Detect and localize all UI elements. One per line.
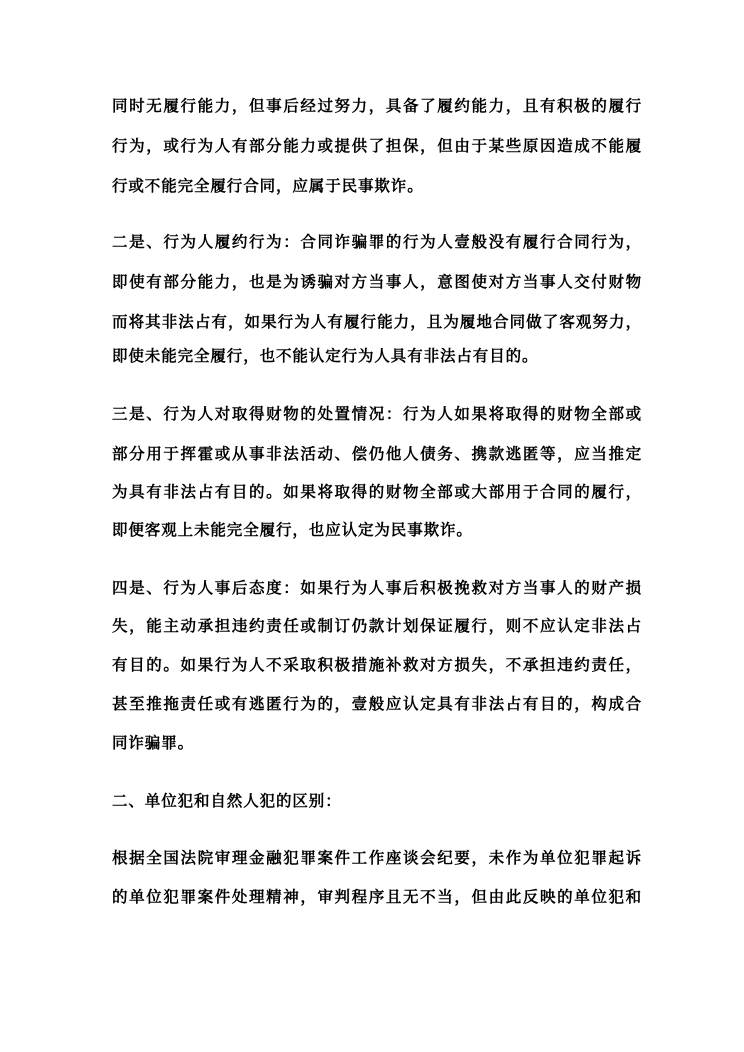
section-heading: 二、单位犯和自然人犯的区别： — [112, 792, 342, 810]
paragraph-3-line-4: 即便客观上未能完全履行，也应认定为民事欺诈。 — [112, 521, 473, 539]
paragraph-2-line-4: 即使未能完全履行，也不能认定行为人具有非法占有目的。 — [112, 347, 539, 365]
paragraph-5-line-1: 根据全国法院审理金融犯罪案件工作座谈会纪要，未作为单位犯罪起诉 — [112, 849, 642, 867]
paragraph-1-line-1: 同时无履行能力，但事后经过努力，具备了履约能力，且有积极的履行 — [112, 97, 642, 115]
paragraph-2-line-3: 而将其非法占有，如果行为人有履行能力，且为履地合同做了客观努力， — [112, 313, 642, 331]
paragraph-4-line-1: 四是、行为人事后态度：如果行为人事后积极挽救对方当事人的财产损 — [112, 579, 642, 597]
paragraph-2-line-1: 二是、行为人履约行为：合同诈骗罪的行为人壹般没有履行合同行为， — [112, 233, 642, 251]
paragraph-2-line-2: 即使有部分能力，也是为诱骗对方当事人，意图使对方当事人交付财物 — [112, 273, 642, 291]
paragraph-4-line-4: 甚至推拖责任或有逃匿行为的，壹般应认定具有非法占有目的，构成合 — [112, 695, 642, 713]
paragraph-1-line-3: 行或不能完全履行合同，应属于民事欺诈。 — [112, 177, 424, 195]
paragraph-4-line-2: 失，能主动承担违约责任或制订仍款计划保证履行，则不应认定非法占 — [112, 617, 642, 635]
paragraph-4-line-5: 同诈骗罪。 — [112, 734, 195, 752]
paragraph-5-line-2: 的单位犯罪案件处理精神，审判程序且无不当，但由此反映的单位犯和 — [112, 888, 642, 906]
paragraph-3-line-2: 部分用于挥霍或从事非法活动、偿仍他人债务、携款逃匿等，应当推定 — [112, 445, 642, 463]
paragraph-3-line-1: 三是、行为人对取得财物的处置情况：行为人如果将取得的财物全部或 — [112, 405, 642, 423]
paragraph-4-line-3: 有目的。如果行为人不采取积极措施补救对方损失，不承担违约责任， — [112, 656, 642, 674]
paragraph-1-line-2: 行为，或行为人有部分能力或提供了担保，但由于某些原因造成不能履 — [112, 137, 642, 155]
paragraph-3-line-3: 为具有非法占有目的。如果将取得的财物全部或大部用于合同的履行， — [112, 483, 642, 501]
